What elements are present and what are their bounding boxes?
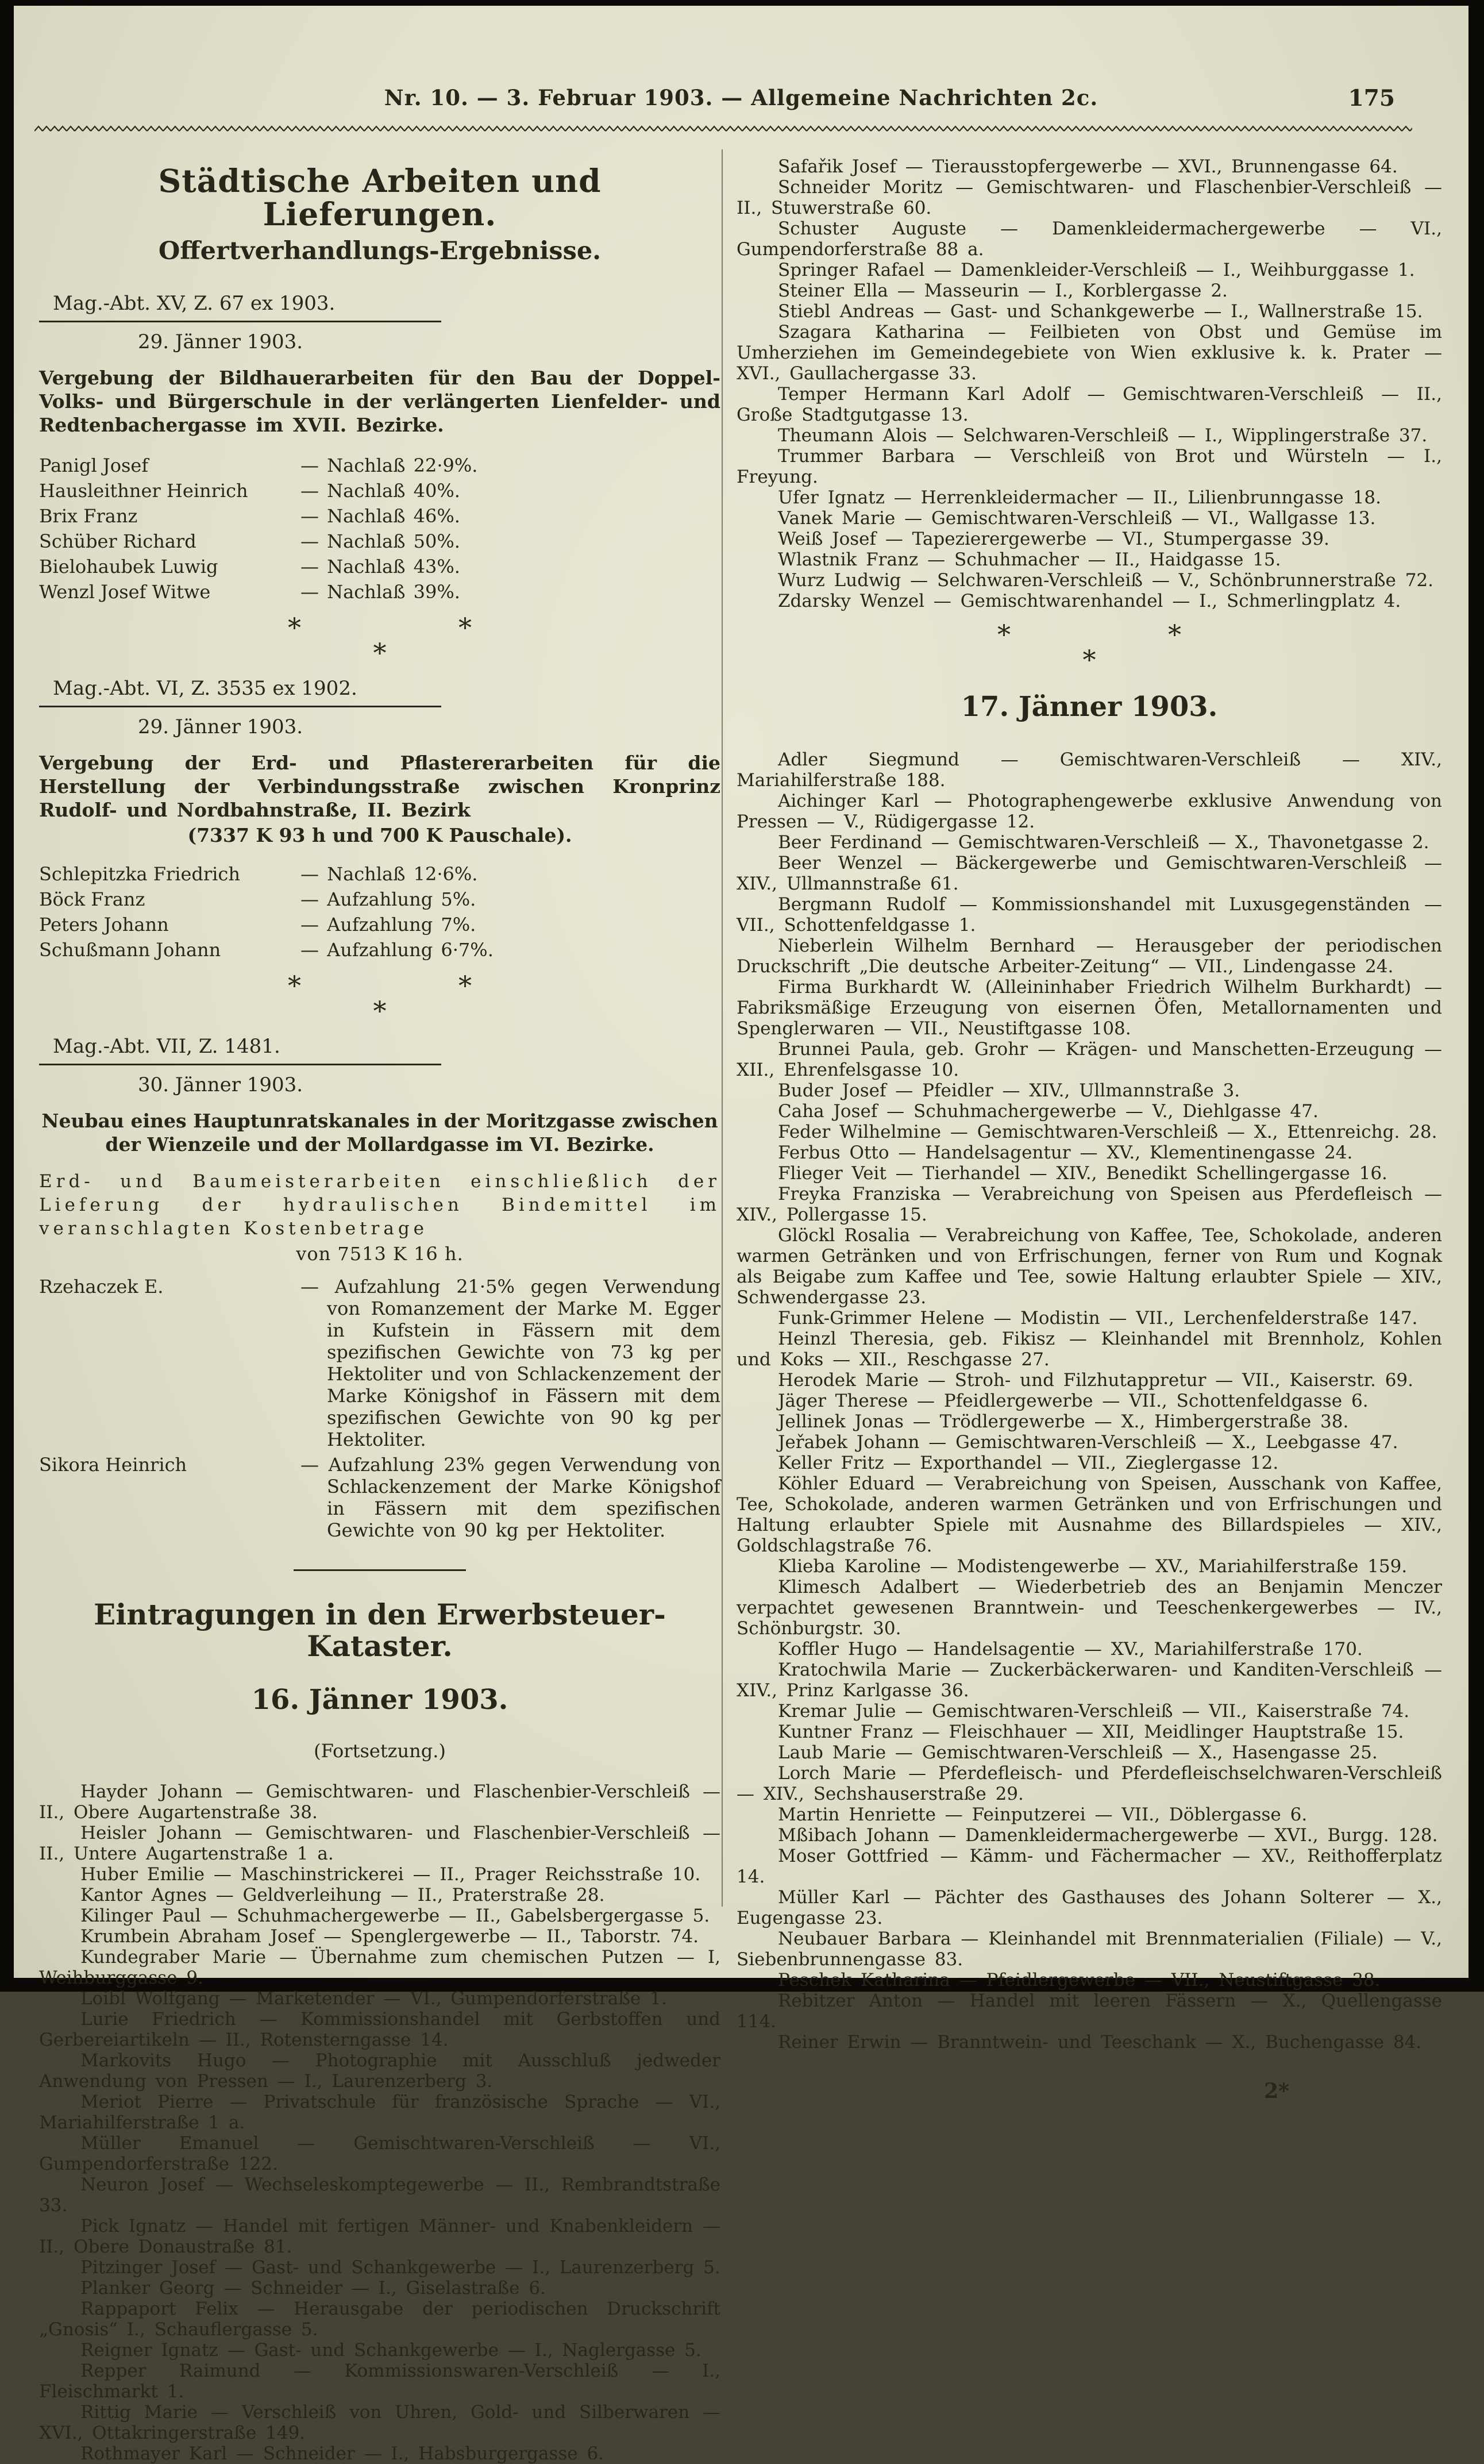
asterisk-icon: * <box>458 611 472 643</box>
kataster-entry: Kundegraber Marie — Übernahme zum chemischen Putzen — I, Weihburggasse 9. <box>39 1946 720 1988</box>
asterisk-icon: * <box>373 995 387 1026</box>
kataster-entry: Brunnei Paula, geb. Grohr — Krägen- und Manschetten-Erzeugung — XII., Ehrenfelsgasse 10. <box>737 1039 1442 1080</box>
tender-result-row <box>39 453 720 478</box>
bidder-name: Wenzl Josef Witwe <box>39 580 211 603</box>
kataster-entry: Markovits Hugo — Photographie mit Ausschluß jedweder Anwendung von Pressen — I., Laurenzerberg 3. <box>39 2050 720 2092</box>
kataster-entry: Kratochwila Marie — Zuckerbäckerwaren- und Kanditen-Verschleiß — XIV., Prinz Karlgasse 36. <box>737 1660 1442 1701</box>
kataster-entry: Rothmayer Karl — Schneider — I., Habsburgergasse 6. <box>80 2443 604 2464</box>
kataster-date-heading: 16. Jänner 1903. <box>251 1683 508 1716</box>
kataster-entry: Müller Karl — Pächter des Gasthauses des Johann Solterer — X., Eugengasse 23. <box>737 1887 1442 1928</box>
kataster-entry: Repper Raimund — Kommissionswaren-Verschleiß — I., Fleischmarkt 1. <box>39 2360 720 2402</box>
kataster-entry: Lurie Friedrich — Kommissionshandel mit Gerbstoffen und Gerbereiartikeln — II., Rotensterngasse 14. <box>39 2008 720 2050</box>
kataster-entry: Rappaport Felix — Herausgabe der periodischen Druckschrift „Gnosis“ I., Schauflergasse 5. <box>39 2298 720 2340</box>
kataster-entry: Koffler Hugo — Handelsagentie — XV., Mariahilferstraße 170. <box>778 1639 1363 1660</box>
kataster-entry: Laub Marie — Gemischtwaren-Verschleiß — X., Hasengasse 25. <box>778 1742 1378 1763</box>
kataster-entry: Martin Henriette — Feinputzerei — VII., Döblergasse 6. <box>778 1804 1308 1825</box>
kataster-entry: Mßibach Johann — Damenkleidermachergewerbe — XVI., Burgg. 128. <box>778 1825 1438 1846</box>
bidder-name: Schußmann Johann <box>39 938 221 961</box>
kataster-entry: Steiner Ella — Masseurin — I., Korblergasse 2. <box>778 280 1228 301</box>
tender-result-row <box>39 887 720 912</box>
asterism-bottom-row <box>39 995 720 1026</box>
kataster-entries-jan17 <box>737 749 1442 2053</box>
tender-results <box>39 453 720 605</box>
bidder-name: Peters Johann <box>39 913 169 935</box>
kataster-entry: Funk-Grimmer Helene — Modistin — VII., Lerchenfelderstraße 147. <box>778 1308 1418 1329</box>
kataster-entry: Caha Josef — Schuhmachergewerbe — V., Diehlgasse 47. <box>778 1101 1319 1122</box>
notice-body: Vergebung der Bildhauerarbeiten für den Bau der Doppel-Volks- und Bürgerschule in der verlängerten Lienfelder- und Redtenbachergasse im XVII. Bezirke. <box>39 366 720 436</box>
paper-sheet <box>14 6 1468 2464</box>
notice-spec-amount: von 7513 K 16 h. <box>296 1242 464 1265</box>
kataster-entry: Kilinger Paul — Schuhmachergewerbe — II., Gabelsbergergasse 5. <box>80 1905 710 1926</box>
notice-reference: Mag.-Abt. VII, Z. 1481. <box>53 1034 280 1058</box>
page-number: 175 <box>1348 85 1395 111</box>
kataster-section <box>39 1599 720 2464</box>
kataster-entry: Reigner Ignatz — Gast- und Schankgewerbe — I., Naglergasse 5. <box>80 2339 701 2361</box>
kataster-entry: Flieger Veit — Tierhandel — XIV., Benedikt Schellingergasse 16. <box>778 1163 1387 1184</box>
asterism-top-row <box>737 619 1442 650</box>
kataster-entry: Rebitzer Anton — Handel mit leeren Fässern — X., Quellengasse 114. <box>737 1991 1442 2032</box>
zigzag-line <box>34 125 1412 133</box>
kataster-entry: Ferbus Otto — Handelsagentur — XV., Klementinengasse 24. <box>778 1142 1353 1163</box>
kataster-entry: Pick Ignatz — Handel mit fertigen Männer- und Knabenkleidern — II., Obere Donaustraße 81. <box>39 2215 720 2257</box>
kataster-entry: Beer Wenzel — Bäckergewerbe und Gemischtwaren-Verschleiß — XIV., Ullmannstraße 61. <box>737 853 1442 894</box>
continuation-note: (Fortsetzung.) <box>314 1739 446 1762</box>
notice-body: Vergebung der Erd- und Pflastererarbeiten für die Herstellung der Verbindungsstraße zwischen Kronprinz Rudolf- und Nordbahnstraße, II. Bezirk <box>39 751 720 821</box>
asterism-divider <box>39 611 720 668</box>
asterism-divider <box>39 969 720 1026</box>
bidder-name: Schüber Richard <box>39 530 196 552</box>
kataster-entry: Aichinger Karl — Photographengewerbe exklusive Anwendung von Pressen — V., Rüdigergasse 12. <box>737 791 1442 832</box>
bid-result: — Aufzahlung 6·7%. <box>300 938 494 961</box>
kataster-entry: Moser Gottfried — Kämm- und Fächermacher — XV., Reithofferplatz 14. <box>737 1846 1442 1887</box>
tender-result-row <box>39 1452 720 1543</box>
kataster-entry: Schuster Auguste — Damenkleidermachergewerbe — VI., Gumpendorferstraße 88 a. <box>737 218 1442 260</box>
bidder-name: Hausleithner Heinrich <box>39 479 248 502</box>
tender-result-row <box>39 529 720 554</box>
masthead-text: Nr. 10. — 3. Februar 1903. — Allgemeine Nachrichten 2c. <box>384 85 1098 110</box>
tender-result-row <box>39 478 720 503</box>
kataster-title: Eintragungen in den Erwerbsteuer-Kataster. <box>94 1597 666 1663</box>
kataster-entry: Jeřabek Johann — Gemischtwaren-Verschleiß — X., Leebgasse 47. <box>778 1432 1398 1453</box>
asterisk-icon: * <box>373 637 387 668</box>
bidder-name: Brix Franz <box>39 505 138 527</box>
kataster-entry: Neuron Josef — Wechseleskomptegewerbe — II., Rembrandtstraße 33. <box>39 2174 720 2216</box>
kataster-entry: Neubauer Barbara — Kleinhandel mit Brennmaterialien (Filiale) — V., Siebenbrunnengasse 83. <box>737 1928 1442 1970</box>
kataster-entry: Stiebl Andreas — Gast- und Schankgewerbe — I., Wallnerstraße 15. <box>778 301 1423 322</box>
asterisk-icon: * <box>997 619 1011 650</box>
bid-result: — Nachlaß 22·9%. <box>300 454 478 476</box>
bidder-name: Böck Franz <box>39 888 145 910</box>
notice-date: 29. Jänner 1903. <box>138 715 303 738</box>
kataster-entry: Jellinek Jonas — Trödlergewerbe — X., Himbergerstraße 38. <box>778 1411 1349 1432</box>
kataster-entry: Müller Emanuel — Gemischtwaren-Verschleiß — VI., Gumpendorferstraße 122. <box>39 2132 720 2174</box>
kataster-entry: Köhler Eduard — Verabreichung von Speisen, Ausschank von Kaffee, Tee, Schokolade, anderen warmen Getränken und von Erfrischungen und Haltung erlaubter Spiele mit Ausnahme des Billardspieles — XIV., Goldschlagstraße 76. <box>737 1473 1442 1556</box>
bid-result: — Nachlaß 46%. <box>300 505 460 527</box>
masthead <box>14 85 1468 110</box>
bid-result: — Aufzahlung 21·5% gegen Verwendung von Romanzement der Marke M. Egger in Kufstein in Fässern mit dem spezifischen Gewichte von 73 kg per Hektoliter und von Schlackenzement der Marke Königshof in Fässern mit dem spezifischen Gewichte von 90 kg per Hektoliter. <box>300 1275 720 1450</box>
kataster-entry: Planker Georg — Schneider — I., Giselastraße 6. <box>80 2277 546 2299</box>
kataster-entry: Jäger Therese — Pfeidlergewerbe — VII., Schottenfeldgasse 6. <box>778 1391 1369 1411</box>
kataster-entries-jan16-left <box>39 1781 720 2464</box>
asterisk-icon: * <box>1082 644 1096 675</box>
notice-cost-note: (7337 K 93 h und 700 K Pauschale). <box>187 823 572 846</box>
zigzag-divider <box>34 124 1412 132</box>
kataster-entry: Freyka Franziska — Verabreichung von Speisen aus Pferdefleisch — XIV., Pollergasse 15. <box>737 1184 1442 1225</box>
asterism-top-row <box>39 969 720 1001</box>
asterisk-icon: * <box>288 969 301 1001</box>
asterism-bottom-row <box>39 637 720 668</box>
kataster-entry: Huber Emilie — Maschinstrickerei — II., Prager Reichsstraße 10. <box>80 1864 701 1885</box>
kataster-entry: Klieba Karoline — Modistengewerbe — XV., Mariahilferstraße 159. <box>778 1556 1408 1577</box>
tender-result-row <box>39 937 720 962</box>
asterism-bottom-row <box>737 644 1442 675</box>
kataster-entry: Keller Fritz — Exporthandel — VII., Zieglergasse 12. <box>778 1453 1279 1473</box>
bidder-name: Schlepitzka Friedrich <box>39 863 240 885</box>
asterisk-icon: * <box>288 611 301 643</box>
bid-result: — Nachlaß 39%. <box>300 580 460 603</box>
printers-signature-mark: 2* <box>1264 2079 1289 2103</box>
kataster-entry: Nieberlein Wilhelm Bernhard — Herausgeber der periodischen Druckschrift „Die deutsche Arbeiter-Zeitung“ — VII., Lindengasse 24. <box>737 935 1442 977</box>
asterisk-icon: * <box>1168 619 1181 650</box>
kataster-entry: Loibl Wolfgang — Marketender — VI., Gumpendorferstraße 1. <box>80 1988 667 2009</box>
bid-result: — Nachlaß 43%. <box>300 555 460 578</box>
notice-reference: Mag.-Abt. XV, Z. 67 ex 1903. <box>53 291 336 315</box>
kataster-entry: Hayder Johann — Gemischtwaren- und Flaschenbier-Verschleiß — II., Obere Augartenstraße 38. <box>39 1781 720 1823</box>
bid-result: — Nachlaß 12·6%. <box>300 863 478 885</box>
notice-date: 29. Jänner 1903. <box>138 330 303 353</box>
tender-result-row <box>39 503 720 529</box>
kataster-entry: Lorch Marie — Pferdefleisch- und Pferdefleischselchwaren-Verschleiß — XIV., Sechshauserstraße 29. <box>737 1763 1442 1804</box>
section-title: Städtische Arbeiten und Lieferungen. <box>158 162 602 233</box>
kataster-entry: Ufer Ignatz — Herrenkleidermacher — II., Lilienbrunngasse 18. <box>778 487 1381 508</box>
kataster-entry: Kantor Agnes — Geldverleihung — II., Praterstraße 28. <box>80 1884 605 1905</box>
bid-result: — Aufzahlung 7%. <box>300 913 476 935</box>
kataster-entry: Weiß Josef — Tapezierergewerbe — VI., Stumpergasse 39. <box>778 529 1329 549</box>
section-subtitle: Offertverhandlungs-Ergebnisse. <box>158 236 602 265</box>
kataster-entry: Rittig Marie — Verschleiß von Uhren, Gold- und Silberwaren — XVI., Ottakringerstraße 149. <box>39 2401 720 2443</box>
kataster-entry: Wlastnik Franz — Schuhmacher — II., Haidgasse 15. <box>778 549 1281 570</box>
kataster-entries-jan16-right <box>737 156 1442 611</box>
kataster-entry: Kremar Julie — Gemischtwaren-Verschleiß — VII., Kaiserstraße 74. <box>778 1701 1410 1722</box>
bid-result: — Aufzahlung 23% gegen Verwendung von Schlackenzement der Marke Königshof in Fässern mit dem spezifischen Gewichte von 90 kg per Hektoliter. <box>300 1453 720 1541</box>
kataster-entry: Theumann Alois — Selchwaren-Verschleiß — I., Wipplingerstraße 37. <box>778 425 1428 446</box>
kataster-entry: Buder Josef — Pfeidler — XIV., Ullmannstraße 3. <box>778 1080 1240 1101</box>
tender-notice-2 <box>39 676 720 1026</box>
kataster-entry: Herodek Marie — Stroh- und Filzhutappretur — VII., Kaiserstr. 69. <box>778 1370 1414 1391</box>
column-divider-rule <box>722 149 723 1907</box>
kataster-entry: Temper Hermann Karl Adolf — Gemischtwaren-Verschleiß — II., Große Stadtgutgasse 13. <box>737 384 1442 425</box>
reference-underline-rule <box>39 706 441 707</box>
kataster-entry: Wurz Ludwig — Selchwaren-Verschleiß — V., Schönbrunnerstraße 72. <box>778 570 1434 591</box>
bidder-name: Bielohaubek Luwig <box>39 555 218 578</box>
bid-result: — Nachlaß 50%. <box>300 530 460 552</box>
kataster-entry: Reiner Erwin — Branntwein- und Teeschank — X., Buchengasse 84. <box>778 2032 1422 2053</box>
kataster-entry: Zdarsky Wenzel — Gemischtwarenhandel — I., Schmerlingplatz 4. <box>778 591 1401 611</box>
kataster-entry: Adler Siegmund — Gemischtwaren-Verschleiß — XIV., Mariahilferstraße 188. <box>737 749 1442 791</box>
kataster-entry: Heinzl Theresia, geb. Fikisz — Kleinhandel mit Brennholz, Kohlen und Koks — XII., Reschgasse 27. <box>737 1329 1442 1370</box>
tender-notice-3 <box>39 1035 720 1543</box>
asterism-divider <box>737 619 1442 675</box>
kataster-entry: Meriot Pierre — Privatschule für französische Sprache — VI., Mariahilferstraße 1 a. <box>39 2091 720 2133</box>
kataster-date-heading-17: 17. Jänner 1903. <box>961 691 1218 723</box>
bidder-name: Panigl Josef <box>39 454 149 476</box>
notice-reference: Mag.-Abt. VI, Z. 3535 ex 1902. <box>53 676 357 700</box>
section-separator-rule <box>294 1569 466 1571</box>
asterisk-icon: * <box>458 969 472 1001</box>
kataster-entry: Szagara Katharina — Feilbieten von Obst und Gemüse im Umherziehen im Gemeindegebiete von Wien exklusive k. k. Prater — XVI., Gaullachergasse 33. <box>737 322 1442 384</box>
kataster-entry: Beer Ferdinand — Gemischtwaren-Verschleiß — X., Thavonetgasse 2. <box>778 832 1429 853</box>
kataster-entry: Schneider Moritz — Gemischtwaren- und Flaschenbier-Verschleiß — II., Stuwerstraße 60. <box>737 177 1442 218</box>
tender-result-row <box>39 1274 720 1452</box>
notice-spec: Erd- und Baumeisterarbeiten einschließlich der Lieferung der hydraulischen Bindemittel im veranschlagten Kostenbetrage <box>39 1171 720 1239</box>
kataster-entry: Vanek Marie — Gemischtwaren-Verschleiß — VI., Wallgasse 13. <box>778 508 1376 529</box>
kataster-entry: Kuntner Franz — Fleischhauer — XII, Meidlinger Hauptstraße 15. <box>778 1722 1404 1742</box>
bidder-name: Rzehaczek E. <box>39 1275 164 1298</box>
notice-date: 30. Jänner 1903. <box>138 1073 303 1096</box>
tender-notice-1 <box>39 291 720 668</box>
kataster-entry: Peschek Katharina — Pfeidlergewerbe — VII., Neustiftgasse 38. <box>778 1970 1381 1991</box>
bid-result: — Nachlaß 40%. <box>300 479 460 502</box>
tender-result-row <box>39 579 720 605</box>
kataster-entry: Heisler Johann — Gemischtwaren- und Flaschenbier-Verschleiß — II., Untere Augartenstraße 1 a. <box>39 1822 720 1864</box>
kataster-entry: Krumbein Abraham Josef — Spenglergewerbe — II., Taborstr. 74. <box>80 1926 699 1947</box>
kataster-entry: Springer Rafael — Damenkleider-Verschleiß — I., Weihburggasse 1. <box>778 260 1415 280</box>
kataster-entry: Glöckl Rosalia — Verabreichung von Kaffee, Tee, Schokolade, anderen warmen Getränken und von Erfrischungen, ferner von Rum und Kognak als Beigabe zum Kaffee und Tee, sowie Haltung erlaubter Spiele — XIV., Schwendergasse 23. <box>737 1225 1442 1308</box>
notice-title: Neubau eines Hauptunratskanales in der Moritzgasse zwischen der Wienzeile und der Mollardgasse im VI. Bezirke. <box>41 1109 718 1156</box>
kataster-entry: Bergmann Rudolf — Kommissionshandel mit Luxusgegenständen — VII., Schottenfeldgasse 1. <box>737 894 1442 935</box>
tender-results <box>39 1274 720 1543</box>
asterism-top-row <box>39 611 720 643</box>
kataster-entry: Safařik Josef — Tierausstopfergewerbe — XVI., Brunnengasse 64. <box>778 156 1398 177</box>
kataster-entry: Firma Burkhardt W. (Alleininhaber Friedrich Wilhelm Burkhardt) — Fabriksmäßige Erzeugung von eisernen Öfen, Metallornamenten und Spenglerwaren — VII., Neustiftgasse 108. <box>737 977 1442 1039</box>
kataster-entry: Klimesch Adalbert — Wiederbetrieb des an Benjamin Menczer verpachtet gewesenen Branntwein- und Teeschenkergewerbes — IV., Schönburgstr. 30. <box>737 1577 1442 1639</box>
left-column <box>39 144 720 2464</box>
tender-result-row <box>39 912 720 937</box>
reference-underline-rule <box>39 321 441 322</box>
kataster-entry: Pitzinger Josef — Gast- und Schankgewerbe — I., Laurenzerberg 5. <box>80 2257 720 2278</box>
bidder-name: Sikora Heinrich <box>39 1453 187 1476</box>
tender-result-row <box>39 554 720 579</box>
bid-result: — Aufzahlung 5%. <box>300 888 476 910</box>
tender-results <box>39 861 720 962</box>
right-column <box>737 144 1442 2103</box>
reference-underline-rule <box>39 1064 441 1065</box>
kataster-entry: Feder Wilhelmine — Gemischtwaren-Verschleiß — X., Ettenreichg. 28. <box>778 1122 1437 1142</box>
tender-result-row <box>39 861 720 887</box>
kataster-entry: Trummer Barbara — Verschleiß von Brot und Würsteln — I., Freyung. <box>737 446 1442 487</box>
